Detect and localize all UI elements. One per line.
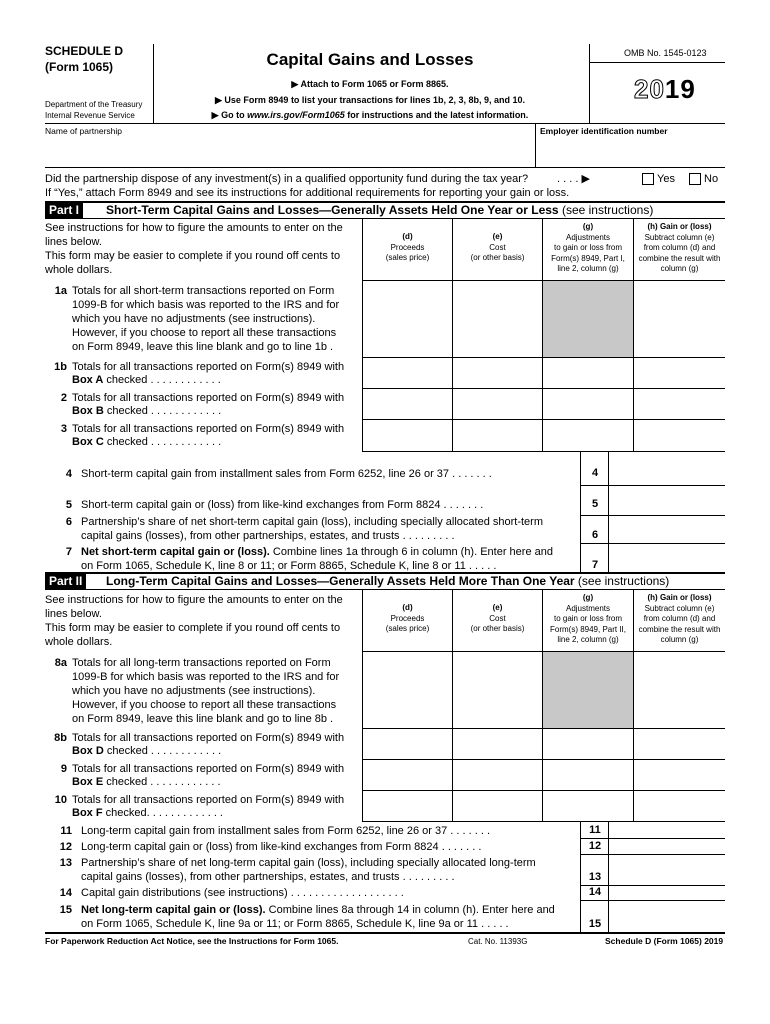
line-2-col-e-field[interactable] (453, 389, 542, 419)
line-13-text: Partnership’s share of net long-term capital gain (loss), including specially allocated long-term capital gains (losses), from other partnerships, estates, and trusts . . . . . . . . . (81, 857, 536, 883)
year-bold: 19 (664, 74, 696, 104)
form-title: Capital Gains and Losses (266, 50, 474, 69)
line-9-col-e-field[interactable] (453, 760, 542, 790)
part1-intro-1: See instructions for how to figure the amounts to enter on the lines below. (45, 222, 343, 248)
line-13-number: 13 (59, 857, 72, 869)
line-10-col-d-field[interactable] (363, 791, 452, 821)
line-15-amount-field[interactable] (609, 901, 725, 932)
line-5-number: 5 (65, 499, 72, 511)
catalog-number: Cat. No. 11393G (468, 937, 528, 946)
line-7-amount-field[interactable] (609, 544, 725, 572)
line-15-text: Net long-term capital gain or (loss). Combine lines 8a through 14 in column (h). Enter here and (81, 904, 555, 916)
line-3-col-g-field[interactable] (543, 420, 633, 451)
line-2-number: 2 (60, 392, 67, 404)
p1-row-rule-3 (362, 451, 725, 452)
line-1b-col-d-field[interactable] (363, 358, 452, 388)
line-2-col-h-field[interactable] (634, 389, 725, 419)
line-1b-number: 1b (54, 361, 67, 373)
line-2-box-text: Box B checked . . . . . . . . . . . . (72, 405, 222, 417)
line-7-box: 7 (591, 559, 599, 571)
line-3-number: 3 (60, 423, 67, 435)
part2-label: Part II (45, 574, 86, 589)
line-12-text: Long-term capital gain or (loss) from like-kind exchanges from Form 8824 . . . . . . . (81, 841, 482, 853)
line-8b-col-h-field[interactable] (634, 729, 725, 759)
qof-dots: . . . . ▶ (557, 173, 590, 185)
line-1a-text: Totals for all short-term transactions reported on Form 1099-B for which basis was reported to the IRS and for which you have no adjustments (see instructions). However, if you choose to report all these transactions on Form 8949, leave this line blank and go to line 1b . (72, 285, 340, 353)
line-8b-col-d-field[interactable] (363, 729, 452, 759)
line-4-amount-field[interactable] (609, 453, 725, 485)
partnership-name-label: Name of partnership (45, 126, 123, 136)
qof-question: Did the partnership dispose of any investment(s) in a qualified opportunity fund during the tax year? (45, 173, 529, 185)
line-15-text-2: on Form 1065, Schedule K, line 9a or 11; or Form 8865, Schedule K, line 9a or 11 . . . . . (81, 918, 509, 930)
line-3-col-h-field[interactable] (634, 420, 725, 451)
line-11-amount-field[interactable] (609, 823, 725, 838)
instruction-attach: ▶ Attach to Form 1065 or Form 8865. (291, 79, 449, 89)
line-11-box: 11 (589, 824, 601, 836)
name-bottom-rule (45, 167, 725, 168)
footer-form-id: Schedule D (Form 1065) 2019 (605, 936, 724, 946)
line-13-amount-field[interactable] (609, 855, 725, 885)
p1-col-h-head: (h) Gain or (loss) Subtract column (e) from column (d) and combine the result with column (g) (638, 222, 721, 273)
line-1b-text: Totals for all transactions reported on Form(s) 8949 with (72, 361, 345, 373)
line-1a-col-d-field[interactable] (363, 282, 452, 356)
line-9-number: 9 (60, 763, 67, 775)
line-10-col-h-field[interactable] (634, 791, 725, 821)
line-3-col-e-field[interactable] (453, 420, 542, 451)
line-10-col-g-field[interactable] (543, 791, 633, 821)
part2-intro-2: This form may be easier to complete if you round off cents to whole dollars. (45, 622, 341, 648)
paperwork-notice: For Paperwork Reduction Act Notice, see the Instructions for Form 1065. (45, 936, 339, 946)
line-9-text: Totals for all transactions reported on Form(s) 8949 with (72, 763, 345, 775)
p2-row-rule-10 (362, 821, 725, 822)
line-8b-text: Totals for all transactions reported on Form(s) 8949 with (72, 732, 345, 744)
p1-col-d-head: (d) Proceeds (sales price) (385, 232, 430, 262)
department-label: Department of the Treasury (45, 100, 143, 109)
line-12-amount-field[interactable] (609, 839, 725, 854)
line-8b-col-e-field[interactable] (453, 729, 542, 759)
line-14-number: 14 (59, 887, 72, 899)
header-divider-right (589, 44, 590, 123)
line-1b-box-text: Box A checked . . . . . . . . . . . . (72, 374, 221, 386)
omb-number: OMB No. 1545-0123 (624, 48, 707, 58)
line-4-number: 4 (65, 468, 72, 480)
line-15-box: 15 (588, 918, 602, 930)
line-8b-number: 8b (54, 732, 67, 744)
line-8b-box-text: Box D checked . . . . . . . . . . . . (72, 745, 222, 757)
line-6-text: Partnership’s share of net short-term capital gain (loss), including specially allocated short-term capital gains (losses), from other partnerships, estates, and trusts . . . . . . . . . (81, 516, 544, 542)
line-8a-col-d-field[interactable] (363, 653, 452, 727)
line-8b-col-g-field[interactable] (543, 729, 633, 759)
part1-title-rule (45, 218, 725, 219)
line-1a-number: 1a (54, 285, 67, 297)
line-1a-col-h-field[interactable] (634, 282, 725, 356)
line-10-col-e-field[interactable] (453, 791, 542, 821)
p1-col-e-head: (e) Cost (or other basis) (470, 232, 525, 262)
p2-col-h-head: (h) Gain or (loss) Subtract column (e) from column (d) and combine the result with column (g) (638, 593, 721, 644)
line-2-text: Totals for all transactions reported on Form(s) 8949 with (72, 392, 345, 404)
irs-url: www.irs.gov/Form1065 (247, 110, 345, 120)
line-9-box-text: Box E checked . . . . . . . . . . . . (72, 776, 221, 788)
line-10-text: Totals for all transactions reported on Form(s) 8949 with (72, 794, 345, 806)
line-11-text: Long-term capital gain from installment sales from Form 6252, line 26 or 37 . . . . . . . (81, 825, 491, 837)
instruction-8949: ▶ Use Form 8949 to list your transactions for lines 1b, 2, 3, 8b, 9, and 10. (214, 95, 526, 105)
line-14-text: Capital gain distributions (see instructions) . . . . . . . . . . . . . . . . . . . (81, 887, 404, 899)
p2-line8a-shaded-cell (543, 652, 633, 728)
line-6-number: 6 (65, 516, 72, 528)
p2-col-e-head: (e) Cost (or other basis) (470, 603, 525, 633)
line-8a-number: 8a (54, 657, 67, 669)
line-5-amount-field[interactable] (609, 486, 725, 515)
line-8a-text: Totals for all long-term transactions reported on Form 1099-B for which basis was reported to the IRS and for which you have no adjustments (see instructions). However, if you choose to report all these transactions on Form 8949, leave this line blank and go to line 8b . (72, 657, 340, 725)
qof-yes-label: Yes (657, 173, 675, 185)
line-5-text: Short-term capital gain or (loss) from like-kind exchanges from Form 8824 . . . . . . . (81, 499, 484, 511)
part2-intro-1: See instructions for how to figure the amounts to enter on the lines below. (45, 594, 343, 620)
part1-title: Short-Term Capital Gains and Losses—Generally Assets Held One Year or Less (see instructions) (106, 203, 654, 217)
year-outline: 20 (634, 74, 665, 104)
line-5-box: 5 (591, 498, 599, 510)
p2-col-g-head: (g) Adjustments to gain or loss from Form(s) 8949, Part II, line 2, column (g) (549, 593, 627, 644)
qof-note: If “Yes,” attach Form 8949 and see its instructions for additional requirements for reporting your gain or loss. (45, 187, 570, 199)
line-13-box: 13 (588, 871, 602, 883)
line-9-col-g-field[interactable] (543, 760, 633, 790)
p1-line1a-shaded-cell (543, 281, 633, 357)
line-1b-col-g-field[interactable] (543, 358, 633, 388)
header-bottom-rule (45, 123, 725, 124)
line-11-number: 11 (60, 825, 72, 837)
line-12-number: 12 (59, 841, 72, 853)
p1-col-g-head: (g) Adjustments to gain or loss from Form(s) 8949, Part I, line 2, column (g) (551, 222, 625, 273)
line-7-text-2: on Form 1065, Schedule K, line 8 or 11; or Form 8865, Schedule K, line 8 or 11 . . . . . (81, 560, 497, 572)
tax-year (634, 74, 696, 105)
line-7-number: 7 (65, 546, 72, 558)
qof-yes-checkbox[interactable] (642, 173, 654, 185)
line-14-amount-field[interactable] (609, 886, 725, 900)
line-15-number: 15 (59, 904, 72, 916)
qof-no-checkbox[interactable] (689, 173, 701, 185)
part1-intro-2: This form may be easier to complete if you round off cents to whole dollars. (45, 250, 341, 276)
line-6-amount-field[interactable] (609, 516, 725, 543)
line-12-box: 12 (588, 840, 602, 852)
footer-rule (45, 932, 725, 934)
line-3-box-text: Box C checked . . . . . . . . . . . . (72, 436, 222, 448)
line-1a-col-e-field[interactable] (453, 282, 542, 356)
line-4-box: 4 (591, 467, 599, 479)
line-4-text: Short-term capital gain from installment sales from Form 6252, line 26 or 37 . . . . . . . (81, 468, 492, 480)
line-7-text: Net short-term capital gain or (loss). Combine lines 1a through 6 in column (h). Enter here and (81, 546, 553, 558)
part1-label: Part I (45, 203, 83, 218)
header-divider-left (153, 44, 154, 123)
line-10-box-text: Box F checked. . . . . . . . . . . . . (72, 807, 223, 819)
ein-divider (535, 123, 536, 167)
line-10-number: 10 (54, 794, 67, 806)
line-2-col-d-field[interactable] (363, 389, 452, 419)
line-14-box: 14 (588, 886, 602, 898)
line-3-col-d-field[interactable] (363, 420, 452, 451)
line-6-box: 6 (591, 529, 599, 541)
line-9-col-d-field[interactable] (363, 760, 452, 790)
irs-label: Internal Revenue Service (45, 111, 135, 120)
line-1b-col-h-field[interactable] (634, 358, 725, 388)
schedule-label: SCHEDULE D (45, 44, 124, 58)
p2-col-d-head: (d) Proceeds (sales price) (385, 603, 430, 633)
line-3-text: Totals for all transactions reported on Form(s) 8949 with (72, 423, 345, 435)
part2-title: Long-Term Capital Gains and Losses—Generally Assets Held More Than One Year (see instructions) (106, 574, 670, 588)
qof-no-label: No (704, 173, 719, 185)
omb-divider (589, 62, 725, 63)
instruction-website: ▶ Go to www.irs.gov/Form1065 for instructions and the latest information. (211, 110, 529, 120)
part2-title-rule (45, 589, 725, 590)
line-8a-col-h-field[interactable] (634, 653, 725, 727)
line-9-col-h-field[interactable] (634, 760, 725, 790)
line-2-col-g-field[interactable] (543, 389, 633, 419)
line-8a-col-e-field[interactable] (453, 653, 542, 727)
line-1b-col-e-field[interactable] (453, 358, 542, 388)
ein-label: Employer identification number (540, 126, 668, 136)
form-label: (Form 1065) (45, 60, 114, 74)
